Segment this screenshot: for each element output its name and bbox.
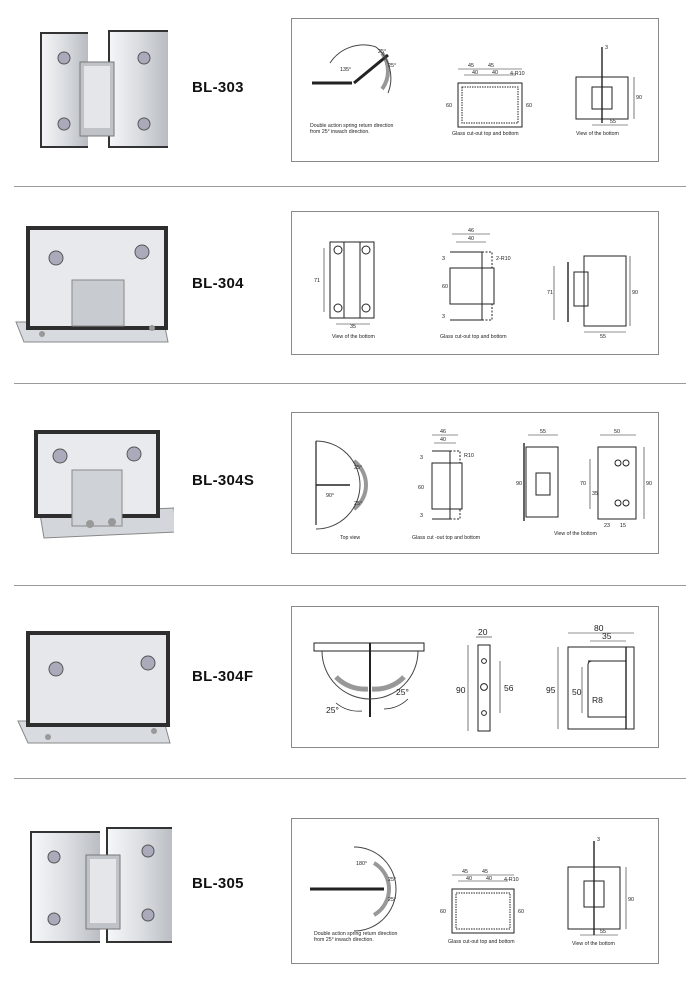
model-label: BL-303	[192, 79, 244, 96]
svg-text:25°: 25°	[326, 705, 339, 715]
hinge-photo-bl-304s	[14, 404, 174, 554]
svg-text:3: 3	[442, 314, 445, 320]
svg-text:Glass cut-out top and bottom: Glass cut-out top and bottom	[448, 939, 515, 945]
svg-text:4-R10: 4-R10	[504, 877, 519, 883]
svg-text:60: 60	[442, 284, 448, 290]
svg-text:Double action spring return di: Double action spring return direction	[314, 931, 398, 937]
svg-text:40: 40	[492, 70, 498, 76]
svg-text:Top view: Top view	[340, 535, 361, 541]
svg-text:60: 60	[418, 485, 424, 491]
svg-text:3: 3	[442, 256, 445, 262]
svg-text:23: 23	[604, 523, 610, 529]
svg-text:46: 46	[468, 228, 474, 234]
svg-text:R10: R10	[464, 453, 474, 459]
svg-text:60: 60	[446, 103, 452, 109]
svg-text:Double action spring return di: Double action spring return direction	[310, 123, 394, 129]
svg-text:90: 90	[646, 481, 652, 487]
technical-drawing-panel	[291, 211, 659, 355]
svg-text:46: 46	[440, 429, 446, 435]
svg-text:25°: 25°	[354, 501, 363, 507]
svg-text:40: 40	[468, 236, 474, 242]
svg-text:15: 15	[620, 523, 626, 529]
svg-text:90°: 90°	[326, 493, 335, 499]
technical-drawing-panel	[291, 18, 659, 162]
svg-text:90: 90	[636, 95, 642, 101]
svg-text:45: 45	[488, 63, 494, 69]
product-row-bl-304f	[0, 586, 700, 778]
model-label: BL-304	[192, 275, 244, 292]
svg-text:56: 56	[504, 683, 514, 693]
hinge-photo-bl-304	[14, 210, 174, 360]
svg-text:45: 45	[462, 869, 468, 875]
technical-drawing	[292, 819, 658, 963]
svg-text:25°: 25°	[396, 687, 409, 697]
svg-text:3: 3	[420, 513, 423, 519]
svg-text:from 25° inwach direction.: from 25° inwach direction.	[310, 129, 370, 135]
model-label: BL-305	[192, 875, 244, 892]
svg-text:40: 40	[466, 876, 472, 882]
technical-drawing	[292, 19, 658, 161]
svg-text:71: 71	[314, 278, 320, 284]
svg-text:50: 50	[572, 687, 582, 697]
svg-text:90: 90	[632, 290, 638, 296]
svg-text:Glass cut-out top and bottom: Glass cut-out top and bottom	[440, 334, 507, 340]
svg-text:45: 45	[468, 63, 474, 69]
hinge-photo-bl-305	[14, 807, 174, 957]
svg-text:3: 3	[597, 837, 600, 843]
svg-text:25°: 25°	[388, 877, 397, 883]
technical-drawing-panel	[291, 818, 659, 964]
svg-text:25°: 25°	[388, 63, 397, 69]
svg-text:View of the bottom: View of the bottom	[554, 531, 597, 537]
technical-drawing	[292, 413, 658, 553]
technical-drawing	[292, 212, 658, 354]
technical-drawing	[292, 607, 658, 747]
svg-text:View of the bottom: View of the bottom	[332, 334, 375, 340]
technical-drawing-panel	[291, 606, 659, 748]
svg-text:80: 80	[594, 623, 604, 633]
svg-text:35: 35	[602, 631, 612, 641]
svg-text:20: 20	[478, 627, 488, 637]
product-row-bl-303	[0, 0, 700, 186]
svg-text:R8: R8	[592, 695, 603, 705]
svg-text:3: 3	[605, 45, 608, 51]
hinge-photo-bl-304f	[14, 613, 174, 763]
svg-text:60: 60	[518, 909, 524, 915]
svg-text:50: 50	[614, 429, 620, 435]
product-row-bl-305	[0, 779, 700, 984]
svg-text:60: 60	[526, 103, 532, 109]
model-label: BL-304S	[192, 472, 255, 489]
svg-text:25°: 25°	[354, 465, 363, 471]
svg-text:25°: 25°	[388, 897, 397, 903]
technical-drawing-panel	[291, 412, 659, 554]
svg-text:4-R10: 4-R10	[510, 71, 525, 77]
svg-text:40: 40	[472, 70, 478, 76]
svg-text:90: 90	[456, 685, 466, 695]
svg-text:Glass cut -out top and bottom: Glass cut -out top and bottom	[412, 535, 481, 541]
model-label: BL-304F	[192, 668, 254, 685]
svg-text:180°: 180°	[356, 861, 368, 867]
svg-text:135°: 135°	[340, 67, 352, 73]
product-row-bl-304	[0, 187, 700, 383]
svg-text:View of the bottom: View of the bottom	[572, 941, 615, 947]
svg-text:from 25° inwach direction.: from 25° inwach direction.	[314, 937, 374, 943]
svg-text:Glass cut-out top and bottom: Glass cut-out top and bottom	[452, 131, 519, 137]
svg-text:35: 35	[350, 324, 356, 330]
svg-text:2-R10: 2-R10	[496, 256, 511, 262]
svg-text:40: 40	[486, 876, 492, 882]
svg-text:25°: 25°	[378, 49, 387, 55]
svg-text:90: 90	[628, 897, 634, 903]
svg-text:45: 45	[482, 869, 488, 875]
svg-text:40: 40	[440, 437, 446, 443]
svg-text:35: 35	[592, 491, 598, 497]
svg-text:95: 95	[546, 685, 556, 695]
product-row-bl-304s	[0, 384, 700, 584]
svg-text:View of the bottom: View of the bottom	[576, 131, 619, 137]
svg-text:70: 70	[580, 481, 586, 487]
svg-text:3: 3	[420, 455, 423, 461]
svg-text:60: 60	[440, 909, 446, 915]
svg-text:55: 55	[600, 929, 606, 935]
hinge-photo-bl-303	[14, 20, 174, 170]
svg-text:55: 55	[600, 334, 606, 340]
svg-text:71: 71	[547, 290, 553, 296]
svg-text:55: 55	[610, 119, 616, 125]
svg-text:90: 90	[516, 481, 522, 487]
svg-text:55: 55	[540, 429, 546, 435]
